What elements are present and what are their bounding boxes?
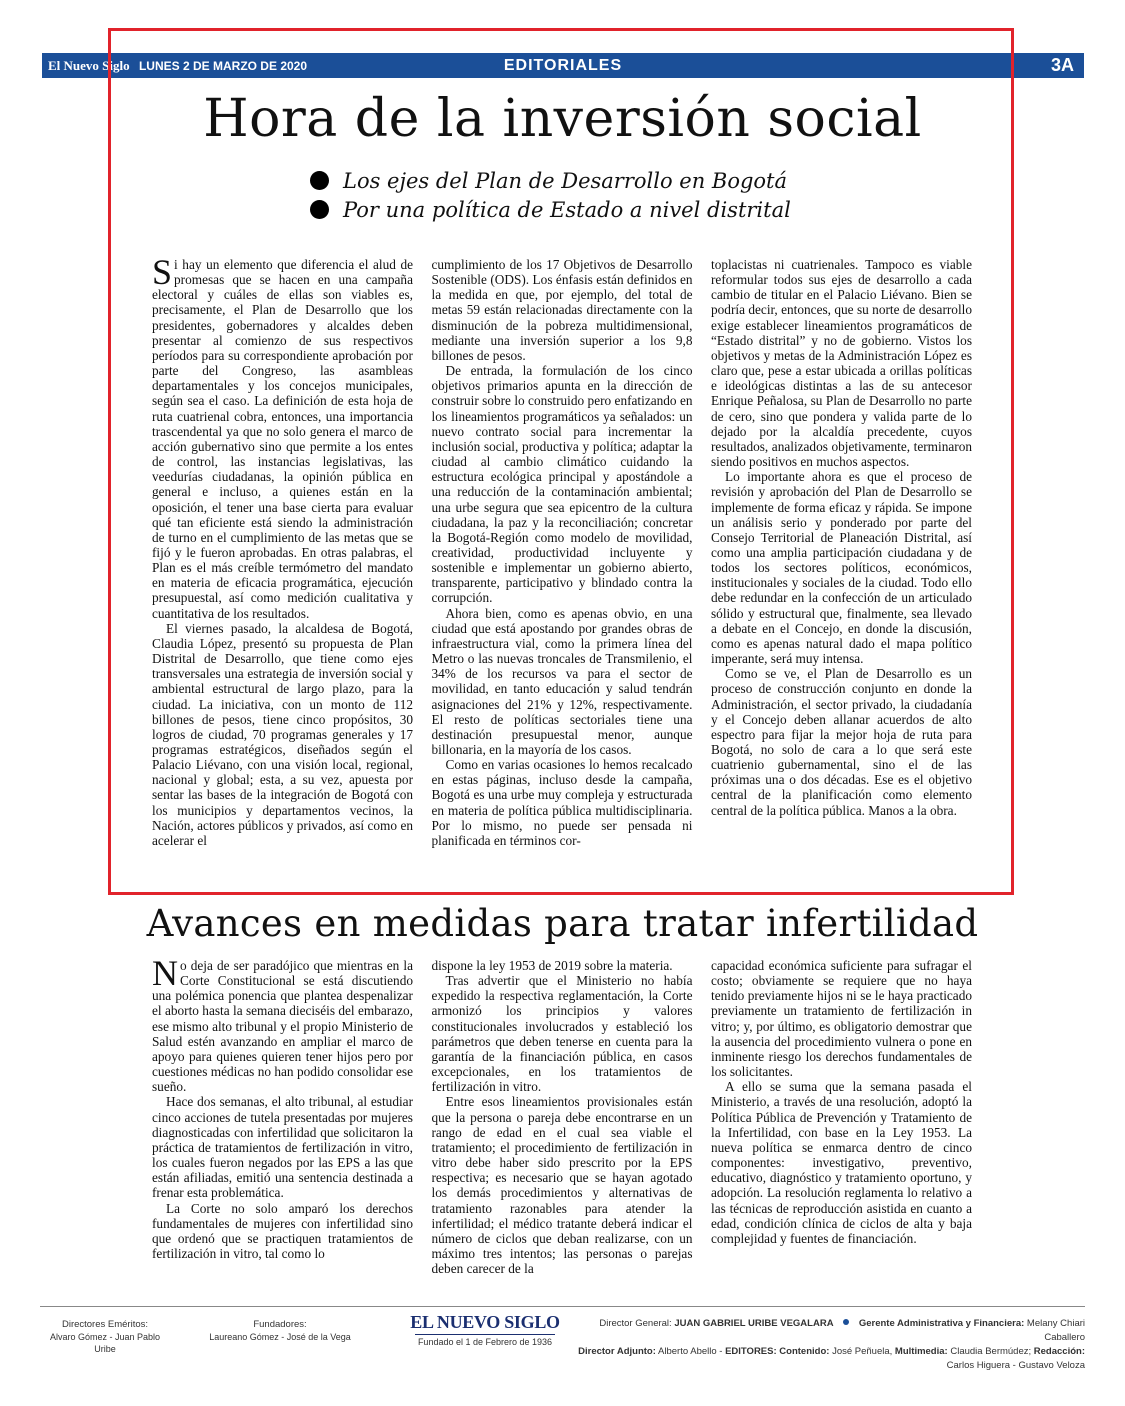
bullet-icon [310, 171, 329, 190]
paragraph: De entrada, la formulación de los cinco objetivos primarios apunta en la dirección de construir sobre lo construido pero enfatizando en los lineamientos programáticos ya señalados: un nuevo contrato social para incrementar la inclusión social, productiva y política; adaptar la ciudad al cambio climático cuidando la estructura ecológica principal y apostándole a una reducción de la contaminación ambiental; una urbe segura que sea epicentro de la cultura ciudadana, la paz y la reconciliación; concretar la Bogotá-Región como modelo de movilidad, creatividad, productividad incluyente y sostenible e implementar un gobierno abierto, transparente, participativo y blindado contra la corrupción. [431, 363, 693, 606]
article1-subtitle: Los ejes del Plan de Desarrollo en Bogotá [310, 167, 870, 196]
paragraph: capacidad económica suficiente para sufragar el costo; obviamente se requiere que no haya tenido previamente hijos ni se le haya practicado previamente un tratamiento de fertilización in vitro; y, por último, es obligatorio demostrar que la ausencia del procedimiento vulnera o pone en inminente riesgo los derechos fundamentales de los solicitantes. [711, 958, 972, 1080]
paragraph: dispone la ley 1953 de 2019 sobre la materia. [431, 958, 673, 973]
header-brand: El Nuevo Siglo [48, 58, 130, 73]
logo-rule [415, 1334, 555, 1335]
article1-column-2 [432, 257, 693, 889]
article1-subtitle: Por una política de Estado a nivel distrital [310, 196, 870, 225]
footer-fundadores: Fundadores: Laureano Gómez - José de la Vega [209, 1319, 351, 1342]
paragraph: Hace dos semanas, el alto tribunal, al estudiar cinco acciones de tutela presentadas por mujeres diagnosticadas con infertilidad que solicitaron la práctica de tratamientos de fertilización in vitro, los cuales fueron negados por las EPS a las que están afiliadas, emitió una sentencia destinada a frenar esta problemática. [152, 1094, 413, 1201]
drop-cap: S [152, 257, 173, 292]
paragraph: cumplimiento de los 17 Objetivos de Desarrollo Sostenible (ODS). Los énfasis están definidos en la medida en que, por ejemplo, del total de metas 59 están relacionadas directamente con la disminución de la pobreza multidimensional, mediante una inversión superior a los 9,8 billones de pesos. [431, 257, 693, 363]
header-date: LUNES 2 DE MARZO DE 2020 [138, 59, 308, 73]
bullet-icon [843, 1319, 849, 1325]
article1-column-3 [711, 257, 972, 889]
section-title: EDITORIALES [503, 57, 623, 74]
article1-title: Hora de la inversión social [203, 89, 922, 149]
paragraph: toplacistas ni cuatrienales. Tampoco es viable reformular todos sus ejes de desarrollo a cada cambio de titular en el Palacio Liévano. Bien se podría decir, entonces, que su norte de desarrollo exige establecer lineamientos programáticos de “Estado distrital” y no de gobierno. Vistos los objetivos y metas de la Administración López es claro que, pese a estar ubicada a orillas políticas e ideológicas distintas a las de su antecesor Enrique Peñalosa, su Plan de Desarrollo no parte de cero, sino que pondera y valida parte de lo dejado por la alcaldía precedente, cuyos resultados, analizados objetivamente, terminaron siendo positivos en muchos aspectos. [711, 257, 972, 470]
bullet-icon [310, 200, 329, 219]
staff-line-1: Director General: JUAN GABRIEL URIBE VEGALARA Gerente Administrativa y Financiera: Melany Chiari Caballero [599, 1318, 1085, 1343]
paragraph: Ahora bien, como es apenas obvio, en una ciudad que está apostando por grandes obras de infraestructura vial, como la primera línea del Metro o las nuevas troncales de Transmilenio, el 34% de los recursos va para el sector de movilidad, en tanto educación y salud tendrán asignaciones del 21% y 12%, respectivamente. El resto de políticas sectoriales tiene una destinación presupuestal menor, aunque billonaria, en la mayoría de los casos. [431, 605, 693, 757]
paragraph: Como se ve, el Plan de Desarrollo es un proceso de construcción conjunto en donde la Administración, el sector privado, la ciudadanía y el Concejo deben allanar acuerdos de alto espectro para fijar la mejor hoja de ruta para Bogotá, no solo de cara a lo que será este cuatrienio gubernamental, sino el de las próximas una o dos décadas. Ese es el objetivo central de la planificación como elemento central de la política pública. Manos a la obra. [711, 666, 972, 818]
logo-text: EL NUEVO SIGLO [410, 1312, 560, 1332]
founded-date: Fundado el 1 de Febrero de 1936 [417, 1337, 553, 1347]
paragraph: Entre esos lineamientos provisionales están que la persona o pareja debe encontrarse en un rango de edad en el cual sea viable el tratamiento; el procedimiento de fertilización in vitro debe haber sido prescrito por la EPS respectiva; es necesario que se hayan agotado los demás procedimientos y alternativas de tratamiento razonables para atender la infertilidad; el médico tratante deberá indicar el número de ciclos que deban realizarse, con un máximo tres intentos; las personas o parejas deben carecer de la [431, 1094, 693, 1277]
footer [40, 1306, 1085, 1371]
paragraph: No deja de ser paradójico que mientras en la Corte Constitucional se está discutiendo una polémica ponencia que plantea despenalizar el aborto hasta la semana dieciséis del embarazo, ese mismo alto tribunal y el propio Ministerio de Salud estén avanzando en ampliar el marco de apoyo para quienes quieren tener hijos pero por cuestiones médicas no han podido consolidar ese sueño. [152, 958, 413, 1095]
paragraph: A ello se suma que la semana pasada el Ministerio, a través de una resolución, adoptó la Política Pública de Prevención y Tratamiento de la Infertilidad, con base en la Ley 1953. La nueva política se enmarca dentro de cinco componentes: investigativo, preventivo, educativo, diagnóstico y tratamiento oportuno, y adopción. La resolución reglamenta lo relativo a las técnicas de reproducción asistida en cuanto a edad, condición clínica de ciclos de alta y baja complejidad y fuentes de financiación. [711, 1079, 972, 1246]
paragraph: Lo importante ahora es que el proceso de revisión y aprobación del Plan de Desarrollo se implemente de forma eficaz y rápida. Se impone un análisis serio y ponderado por parte del Consejo Territorial de Planeación Distrital, así como una amplia participación ciudadana y de todos los sectores políticos, económicos, institucionales y sociales de la ciudad. Todo ello debe redundar en la confección de un articulado sólido y estructural que, finalmente, sea llevado a debate en el Concejo, en donde la discusión, como es apenas natural dado el mapa político imperante, será muy intensa. [711, 469, 972, 667]
paragraph: El viernes pasado, la alcaldesa de Bogotá, Claudia López, presentó su propuesta de Plan Distrital de Desarrollo, que tiene como ejes transversales una estrategia de inversión social y ambiental estructural de largo plazo, para la ciudad. La iniciativa, con un monto de 112 billones de pesos, tiene cinco propósitos, 30 logros de ciudad, 70 programas generales y 17 programas estratégicos, diseñados según el Palacio Liévano, con una visión local, regional, nacional y global; esta, a su vez, apuesta por sentar las bases de la integración de Bogotá con los municipios y departamentos vecinos, la Nación, actores públicos y privados, así como en acelerar el [152, 620, 413, 848]
header-banner [42, 53, 1084, 78]
page-number: 3A [1050, 55, 1074, 75]
footer-logo [395, 1312, 575, 1347]
paragraph: Si hay un elemento que diferencia el alud de promesas que se hacen en una campaña electoral y cuáles de ellas son viables es, precisamente, el Plan de Desarrollo que los presidentes, gobernadores y alcaldes deben presentar al comienzo de sus respectivos períodos para su correspondiente aprobación por parte del Congreso, las asambleas departamentales y los concejos municipales, según sea el caso. La definición de esta hoja de ruta cuatrienal cobra, entonces, una importancia trascendental ya que no solo genera el marco de acción gubernativo sino que permite a los entes de control, las instancias legislativas, las veedurías ciudadanas, la opinión pública en general e incluso, a quienes están en la oposición, el tener una base cierta para evaluar qué tan eficiente está siendo la administración de turno en el cumplimiento de las metas que se fijó y le fueron aprobadas. En otras palabras, el Plan es el más creíble termómetro del mandato en materia de eficacia programática, ejecución presupuestal, así como medición cualitativa y cuantitativa de los resultados. [152, 257, 413, 621]
article1-body [152, 257, 972, 889]
drop-cap: N [152, 958, 178, 993]
article1-subtitles [310, 167, 870, 225]
footer-staff [565, 1317, 1085, 1373]
paragraph: Como en varias ocasiones lo hemos recalcado en estas páginas, incluso desde la campaña, Bogotá es una urbe muy compleja y estructurada en materia de política pública multidisciplinaria. Por lo mismo, no puede ser pensada ni planificada en términos cor- [431, 757, 693, 848]
paragraph: La Corte no solo amparó los derechos fundamentales de mujeres con infertilidad sino que ordenó que se practiquen tratamientos de fertilización in vitro, tal como lo [152, 1200, 413, 1261]
article2-column-2 [432, 958, 693, 1288]
paragraph: Tras advertir que el Ministerio no había expedido la respectiva reglamentación, la Corte armonizó los principios y valores constitucionales involucrados y estableció los parámetros que deben tenerse en cuenta para la garantía de la financiación pública, en casos excepcionales, en los tratamientos de fertilización in vitro. [431, 973, 693, 1095]
article2-column-3 [711, 958, 972, 1288]
article2-body [152, 958, 972, 1288]
article2-column-1 [152, 958, 413, 1288]
article1-column-1 [152, 257, 413, 889]
staff-line-2: Director Adjunto: Alberto Abello - EDITORES: Contenido: José Peñuela, Multimedia: Claudia Bermúdez; Redacción: Carlos Higuera - Gustavo Veloza [578, 1346, 1085, 1371]
article2-title: Avances en medidas para tratar infertilidad [146, 902, 979, 945]
footer-emeritos: Directores Eméritos: Alvaro Gómez - Juan Pablo Uribe [49, 1319, 161, 1354]
